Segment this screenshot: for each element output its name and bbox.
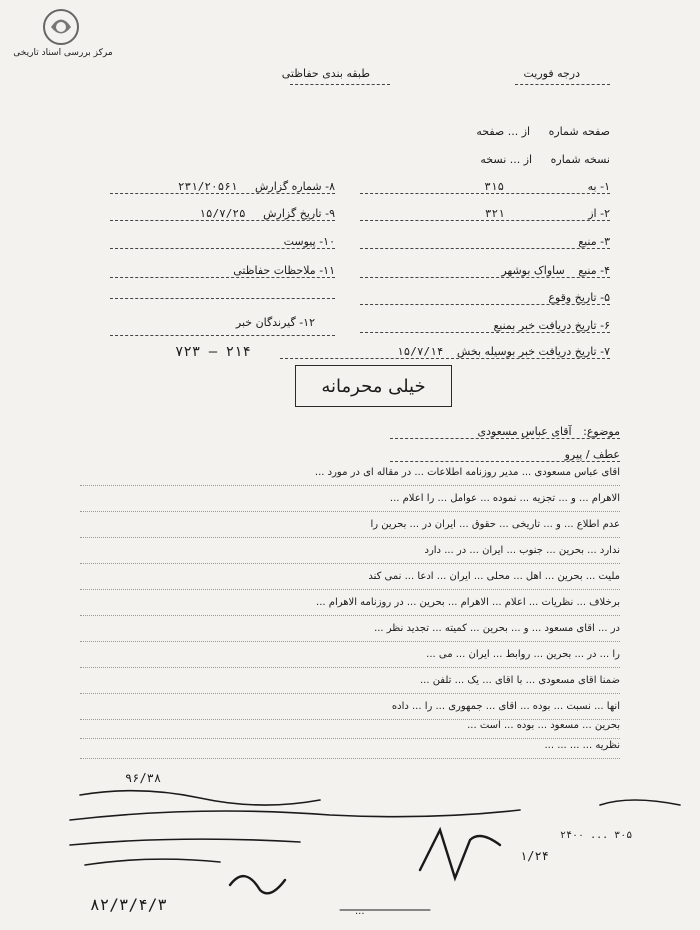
field-value: ساواک بوشهر <box>501 264 565 277</box>
field-row <box>360 291 610 305</box>
field-value: ۱۵/۷/۱۴ <box>397 345 444 358</box>
field-label: ۳- منبع <box>578 235 610 248</box>
reference-number: ۷۲۳ — ۲۱۴ <box>175 344 251 360</box>
body-line: را ... در ... بحرین ... روابط ... ایران ... می ... <box>80 649 620 668</box>
footer-note: ... <box>355 906 365 917</box>
field-value: از ... صفحه <box>476 125 531 138</box>
urgency-label: درجه فوریت <box>523 67 580 80</box>
scribble-line <box>85 859 220 865</box>
field-row <box>110 207 335 221</box>
field-row <box>360 264 610 278</box>
blank-line <box>110 335 335 336</box>
body-line: بحرین ... مسعود ... بوده ... است ... <box>80 720 620 739</box>
field-value: ۲۳۱/۲۰۵۶۱ <box>177 180 238 193</box>
handwritten-number: ۸۲/۳/۴/۳ <box>90 895 168 914</box>
reference-label: عطف / پیرو <box>564 448 620 461</box>
body-line: الاهرام ... و ... تجزیه ... نموده ... عوامل ... را اعلام ... <box>80 493 620 512</box>
emblem-icon <box>38 8 84 46</box>
field-row <box>110 235 335 249</box>
field-row <box>175 316 315 329</box>
body-line: ضمنا آقای مسعودی ... با آقای ... یک ... تلفن ... <box>80 675 620 694</box>
field-row <box>390 125 610 138</box>
field-row <box>360 235 610 249</box>
field-value: از ... نسخه <box>480 153 533 166</box>
field-row <box>390 153 610 166</box>
handwritten-date: ۹۶/۳۸ <box>125 771 162 785</box>
field-label: ۶- تاریخ دریافت خبر بمنبع <box>493 319 610 332</box>
body-line: آقای عباس مسعودی ... مدیر روزنامه اطلاعات ... در مقاله ای در مورد ... <box>80 467 620 486</box>
scribble-line <box>70 810 520 820</box>
body-line: عدم اطلاع ... و ... تاریخی ... حقوق ... ایران در ... بحرین را <box>80 519 620 538</box>
field-label: ۲- از <box>588 207 610 220</box>
logo-name: مرکز بررسی اسناد تاریخی <box>13 48 113 58</box>
urgency-line <box>515 84 610 85</box>
field-label: ۵- تاریخ وقوع <box>548 291 610 304</box>
scribble-line <box>600 800 680 805</box>
classification-label: طبقه بندی حفاظتی <box>281 67 370 80</box>
body-line: ملیت ... بحرین ... اهل ... محلی ... ایران ... ادعا ... نمی کند <box>80 571 620 590</box>
field-row <box>360 319 610 333</box>
field-value: ۱۵/۷/۲۵ <box>199 207 246 220</box>
field-label: ۱۱- ملاحظات حفاظتی <box>233 264 335 277</box>
subject-label: موضوع <box>586 425 620 438</box>
field-label: ۱۰- پیوست <box>283 235 335 248</box>
classification-stamp: خیلی محرمانه <box>295 365 452 407</box>
handwritten-annotations <box>0 760 700 930</box>
field-row <box>280 345 610 359</box>
body-line: در ... آقای مسعود ... و ... بحرین ... کمیته ... تجدید نظر ... <box>80 623 620 642</box>
classification-line <box>290 84 390 85</box>
field-label: نسخه شماره <box>550 153 610 166</box>
field-value: ۳۲۱ <box>484 207 505 220</box>
field-label: ۱- به <box>587 180 610 193</box>
field-label: ۸- شماره گزارش <box>255 180 335 193</box>
body-line: آنها ... نسبت ... بوده ... آقای ... جمهوری ... را ... داده <box>80 701 620 720</box>
field-value: ۳۱۵ <box>484 180 505 193</box>
field-label: صفحه شماره <box>548 125 610 138</box>
signature-mark <box>230 876 285 893</box>
scribble-line <box>80 791 320 805</box>
field-row <box>360 207 610 221</box>
archive-logo <box>8 8 118 63</box>
field-row <box>110 264 335 278</box>
body-line: ندارد ... بحرین ... جنوب ... ایران ... در ... دارد <box>80 545 620 564</box>
handwritten-note: ۲۴۰۰ ... ۳۰۵ <box>560 830 633 841</box>
subject-row: موضوع: آقای عباس مسعودی <box>390 425 620 439</box>
body-line: نظریه ... ... ... ... <box>80 740 620 759</box>
field-label: ۹- تاریخ گزارش <box>263 207 335 220</box>
field-row <box>110 180 335 194</box>
field-label: ۱۲- گیرندگان خبر <box>235 316 315 329</box>
subject-value: آقای عباس مسعودی <box>477 425 572 438</box>
field-label: ۴- منبع <box>578 264 610 277</box>
field-row <box>360 180 610 194</box>
blank-line <box>110 298 335 299</box>
field-label: ۷- تاریخ دریافت خبر بوسیله بخش <box>456 345 610 358</box>
signature-mark <box>420 830 500 878</box>
reference-row <box>390 448 620 462</box>
handwritten-date: ۱/۲۴ <box>520 849 549 863</box>
body-line: برخلاف ... نظریات ... اعلام ... الاهرام ... بحرین ... در روزنامه الاهرام ... <box>80 597 620 616</box>
scribble-line <box>70 839 300 845</box>
